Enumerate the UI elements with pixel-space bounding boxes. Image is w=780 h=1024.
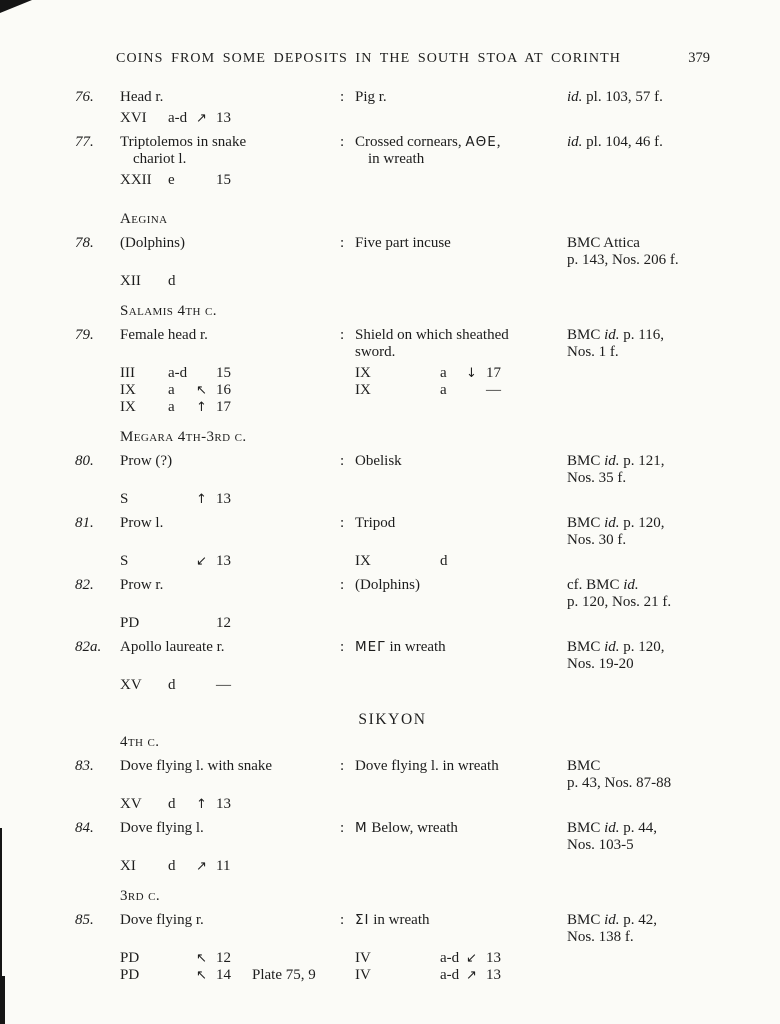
section-heading-aegina: Aegina: [120, 211, 168, 227]
page-header: [75, 50, 710, 67]
obverse-line: Triptolemos in snake: [120, 134, 247, 150]
control-letters: d: [440, 553, 448, 569]
reference-line: id. pl. 103, 57 f.: [567, 89, 663, 105]
catalog-entry: [75, 758, 710, 813]
reference: [567, 134, 710, 168]
reverse-description: [355, 235, 567, 269]
die-number: XXII: [120, 172, 152, 188]
reverse-description: [355, 453, 567, 487]
city-heading-sikyon: SIKYON: [358, 711, 427, 728]
obverse-line: Apollo laureate r.: [120, 639, 225, 655]
reference-line: BMC id. p. 42,: [567, 912, 658, 928]
reference-line: BMC id. p. 121,: [567, 453, 665, 469]
die-records: [120, 677, 710, 694]
obverse-description: [120, 639, 340, 673]
die-records: [120, 491, 710, 508]
weight-value: 13: [486, 950, 501, 966]
catalog-entry: [75, 515, 710, 570]
reverse-line: Tripod: [355, 515, 396, 531]
reference: [567, 235, 710, 269]
die-number: PD: [120, 615, 140, 631]
die-record: [120, 172, 355, 189]
control-letters: e: [168, 172, 175, 188]
colon-separator: :: [340, 235, 345, 251]
axis-arrow-icon: ↗: [466, 968, 477, 983]
die-records: [120, 172, 710, 189]
control-letters: [168, 491, 196, 508]
die-records: [120, 553, 710, 570]
colon-separator: :: [340, 89, 345, 105]
reverse-description: [355, 577, 567, 611]
die-number: XV: [120, 677, 142, 693]
obverse-line: Dove flying l.: [120, 820, 204, 836]
obverse-line: Prow (?): [120, 453, 173, 469]
colon-separator: :: [340, 577, 345, 593]
period-heading-3rd-c: 3rd c.: [120, 888, 161, 904]
die-records: [120, 110, 710, 127]
die-record: [120, 677, 355, 694]
weight-value: 13: [216, 491, 231, 507]
weight-value: 13: [216, 796, 231, 812]
obverse-line: Prow r.: [120, 577, 164, 593]
weight-value: 15: [216, 172, 231, 188]
reference: [567, 89, 710, 106]
control-letters: d: [168, 858, 176, 874]
reverse-description: [355, 89, 567, 106]
reference-line: BMC id. p. 116,: [567, 327, 664, 343]
reverse-line: Pig r.: [355, 89, 387, 105]
die-record: [355, 382, 710, 399]
reference: [567, 639, 710, 673]
entry-number: 81.: [75, 515, 94, 531]
obverse-line: Female head r.: [120, 327, 208, 343]
colon-separator: :: [340, 912, 345, 928]
colon-separator: :: [340, 515, 345, 531]
axis-arrow-icon: ↑: [196, 797, 207, 812]
die-record: [355, 553, 710, 570]
catalog-entry: [75, 453, 710, 508]
obverse-description: [120, 820, 340, 854]
reference-line: id. pl. 104, 46 f.: [567, 134, 663, 150]
reference-line: BMC id. p. 44,: [567, 820, 658, 836]
axis-arrow-icon: ↑: [196, 400, 207, 415]
reference-line: Nos. 1 f.: [567, 344, 619, 360]
reference-line: p. 143, Nos. 206 f.: [567, 252, 679, 268]
catalog-entry: [75, 89, 710, 127]
control-letters: a-d: [440, 967, 460, 983]
die-record: [120, 967, 355, 984]
die-records: [120, 273, 710, 290]
die-number: XV: [120, 796, 142, 812]
reference-line: Nos. 30 f.: [567, 532, 627, 548]
die-records: [120, 796, 710, 813]
colon-separator: :: [340, 453, 345, 469]
reverse-description: [355, 134, 567, 168]
reference-line: Nos. 35 f.: [567, 470, 627, 486]
control-letters: a: [440, 382, 447, 398]
die-number: IX: [120, 382, 136, 398]
die-number: IV: [355, 967, 371, 983]
reverse-description: [355, 820, 567, 854]
die-number: PD: [120, 950, 140, 966]
die-number: S: [120, 491, 129, 507]
axis-arrow-icon: [196, 365, 216, 382]
colon-separator: :: [340, 758, 345, 774]
reference: [567, 577, 710, 611]
entry-number: 77.: [75, 134, 94, 150]
axis-arrow-icon: ↙: [196, 554, 207, 569]
weight-value: —: [216, 677, 231, 693]
page-title: COINS FROM SOME DEPOSITS IN THE SOUTH STOA AT CORINTH: [116, 51, 621, 66]
die-record: [355, 365, 710, 382]
obverse-line: Head r.: [120, 89, 164, 105]
die-number: PD: [120, 967, 140, 983]
entry-number: 78.: [75, 235, 94, 251]
die-number: IX: [355, 382, 371, 398]
reverse-line: Obelisk: [355, 453, 402, 469]
obverse-description: [120, 89, 340, 106]
die-record: [120, 110, 355, 127]
obverse-description: [120, 515, 340, 549]
reference-line: Nos. 138 f.: [567, 929, 634, 945]
axis-arrow-icon: [196, 172, 216, 189]
control-letters: d: [168, 677, 176, 693]
catalog-entry: [75, 820, 710, 875]
entry-number: 83.: [75, 758, 94, 774]
control-letters: a: [168, 382, 175, 398]
entry-number: 76.: [75, 89, 94, 105]
die-record: [120, 491, 355, 508]
catalog-entry: [75, 639, 710, 694]
die-record: [120, 365, 355, 382]
die-record: [120, 399, 355, 416]
reference: [567, 912, 710, 946]
reverse-line: in wreath: [368, 151, 425, 167]
weight-value: 13: [216, 110, 231, 126]
catalog-entry: [75, 235, 710, 290]
reference-line: Nos. 19-20: [567, 656, 634, 672]
control-letters: a-d: [440, 950, 460, 966]
reference-line: BMC Attica: [567, 235, 640, 251]
die-records: [120, 365, 710, 416]
control-letters: a-d: [168, 365, 188, 381]
catalog-entry: [75, 134, 710, 189]
reverse-line: ΜΕΓ in wreath: [355, 639, 446, 655]
entry-number: 80.: [75, 453, 94, 469]
control-letters: [168, 615, 196, 632]
die-number: XVI: [120, 110, 147, 126]
entry-number: 79.: [75, 327, 94, 343]
weight-value: —: [486, 382, 501, 398]
weight-value: 14: [216, 967, 231, 983]
reverse-line: Crossed cornears, ΑΘΕ,: [355, 134, 501, 150]
reverse-line: Dove flying l. in wreath: [355, 758, 499, 774]
entry-number: 82.: [75, 577, 94, 593]
catalog-entry: [75, 327, 710, 416]
die-record: [120, 796, 355, 813]
entry-number: 84.: [75, 820, 94, 836]
reference-line: p. 43, Nos. 87-88: [567, 775, 672, 791]
axis-arrow-icon: ↗: [196, 111, 207, 126]
die-records: [120, 950, 710, 984]
reference-line: cf. BMC id.: [567, 577, 639, 593]
obverse-description: [120, 327, 340, 361]
die-record: [120, 273, 355, 290]
axis-arrow-icon: ↙: [466, 951, 477, 966]
die-number: S: [120, 553, 129, 569]
die-record: [355, 967, 710, 984]
reverse-description: [355, 758, 567, 792]
weight-value: 13: [486, 967, 501, 983]
die-record: [120, 615, 355, 632]
control-letters: a: [168, 399, 175, 415]
page-number: 379: [688, 50, 710, 66]
control-letters: d: [168, 796, 176, 812]
period-heading-4th-c: 4th c.: [120, 734, 160, 750]
weight-value: 15: [216, 365, 231, 381]
control-letters: a: [440, 365, 447, 381]
die-number: XI: [120, 858, 136, 874]
die-number: IX: [355, 365, 371, 381]
die-record: [120, 553, 355, 570]
weight-value: 16: [216, 382, 231, 398]
reverse-description: [355, 515, 567, 549]
die-records: [120, 858, 710, 875]
weight-value: 17: [216, 399, 231, 415]
control-letters: [168, 553, 196, 570]
reference-line: BMC id. p. 120,: [567, 639, 665, 655]
control-letters: a-d: [168, 110, 188, 126]
die-record: [120, 950, 355, 967]
reference-line: p. 120, Nos. 21 f.: [567, 594, 672, 610]
axis-arrow-icon: [466, 382, 486, 399]
plate-note: [252, 110, 355, 127]
control-letters: [168, 950, 196, 967]
weight-value: 12: [216, 615, 231, 631]
obverse-line: (Dolphins): [120, 235, 185, 251]
colon-separator: :: [340, 820, 345, 836]
reference-line: BMC: [567, 758, 601, 774]
section-heading-salamis: Salamis 4th c.: [120, 303, 217, 319]
reference-line: BMC id. p. 120,: [567, 515, 665, 531]
catalog-entry: [75, 912, 710, 984]
plate-note: Plate 75, 9: [252, 967, 316, 983]
obverse-description: [120, 758, 340, 792]
weight-value: 12: [216, 950, 231, 966]
greek-legend: ΑΘΕ: [465, 134, 497, 150]
axis-arrow-icon: ↖: [196, 383, 207, 398]
colon-separator: :: [340, 134, 345, 150]
axis-arrow-icon: ↓: [466, 366, 477, 381]
scan-artifact: [0, 976, 5, 1024]
obverse-description: [120, 235, 340, 269]
greek-legend: Μ: [355, 820, 368, 836]
obverse-description: [120, 134, 340, 168]
reference-line: Nos. 103-5: [567, 837, 634, 853]
reverse-description: [355, 912, 567, 946]
obverse-line: Prow l.: [120, 515, 164, 531]
colon-separator: :: [340, 327, 345, 343]
axis-arrow-icon: ↖: [196, 968, 207, 983]
weight-value: 17: [486, 365, 501, 381]
reverse-description: [355, 327, 567, 361]
reference: [567, 327, 710, 361]
control-letters: d: [168, 273, 176, 289]
die-records: [120, 615, 710, 632]
section-heading-megara: Megara 4th-3rd c.: [120, 429, 247, 445]
reverse-line: (Dolphins): [355, 577, 420, 593]
scan-artifact: [0, 0, 32, 13]
die-number: III: [120, 365, 135, 381]
axis-arrow-icon: ↑: [196, 492, 207, 507]
reverse-line: Five part incuse: [355, 235, 451, 251]
reverse-line: sword.: [355, 344, 396, 360]
reference: [567, 453, 710, 487]
greek-legend: ΣΙ: [355, 912, 370, 928]
die-number: XII: [120, 273, 141, 289]
die-record: [120, 382, 355, 399]
obverse-line: chariot l.: [133, 151, 187, 167]
reference: [567, 758, 710, 792]
die-record: [355, 950, 710, 967]
reverse-line: ΣΙ in wreath: [355, 912, 430, 928]
die-number: IX: [355, 553, 371, 569]
axis-arrow-icon: [196, 615, 216, 632]
axis-arrow-icon: ↗: [196, 859, 207, 874]
obverse-line: Dove flying r.: [120, 912, 204, 928]
die-number: IV: [355, 950, 371, 966]
catalog-entry: [75, 577, 710, 632]
reverse-line: Shield on which sheathed: [355, 327, 509, 343]
weight-value: 13: [216, 553, 231, 569]
obverse-description: [120, 577, 340, 611]
axis-arrow-icon: ↖: [196, 951, 207, 966]
reference: [567, 820, 710, 854]
reverse-line: Μ Below, wreath: [355, 820, 458, 836]
weight-value: 11: [216, 858, 231, 874]
reverse-description: [355, 639, 567, 673]
die-record: [120, 858, 355, 875]
colon-separator: :: [340, 639, 345, 655]
control-letters: [168, 967, 196, 984]
entry-number: 82a.: [75, 639, 102, 655]
reference: [567, 515, 710, 549]
obverse-description: [120, 912, 340, 946]
axis-arrow-icon: [196, 677, 216, 694]
entry-number: 85.: [75, 912, 94, 928]
die-number: IX: [120, 399, 136, 415]
obverse-line: Dove flying l. with snake: [120, 758, 273, 774]
greek-legend: ΜΕΓ: [355, 639, 386, 655]
obverse-description: [120, 453, 340, 487]
